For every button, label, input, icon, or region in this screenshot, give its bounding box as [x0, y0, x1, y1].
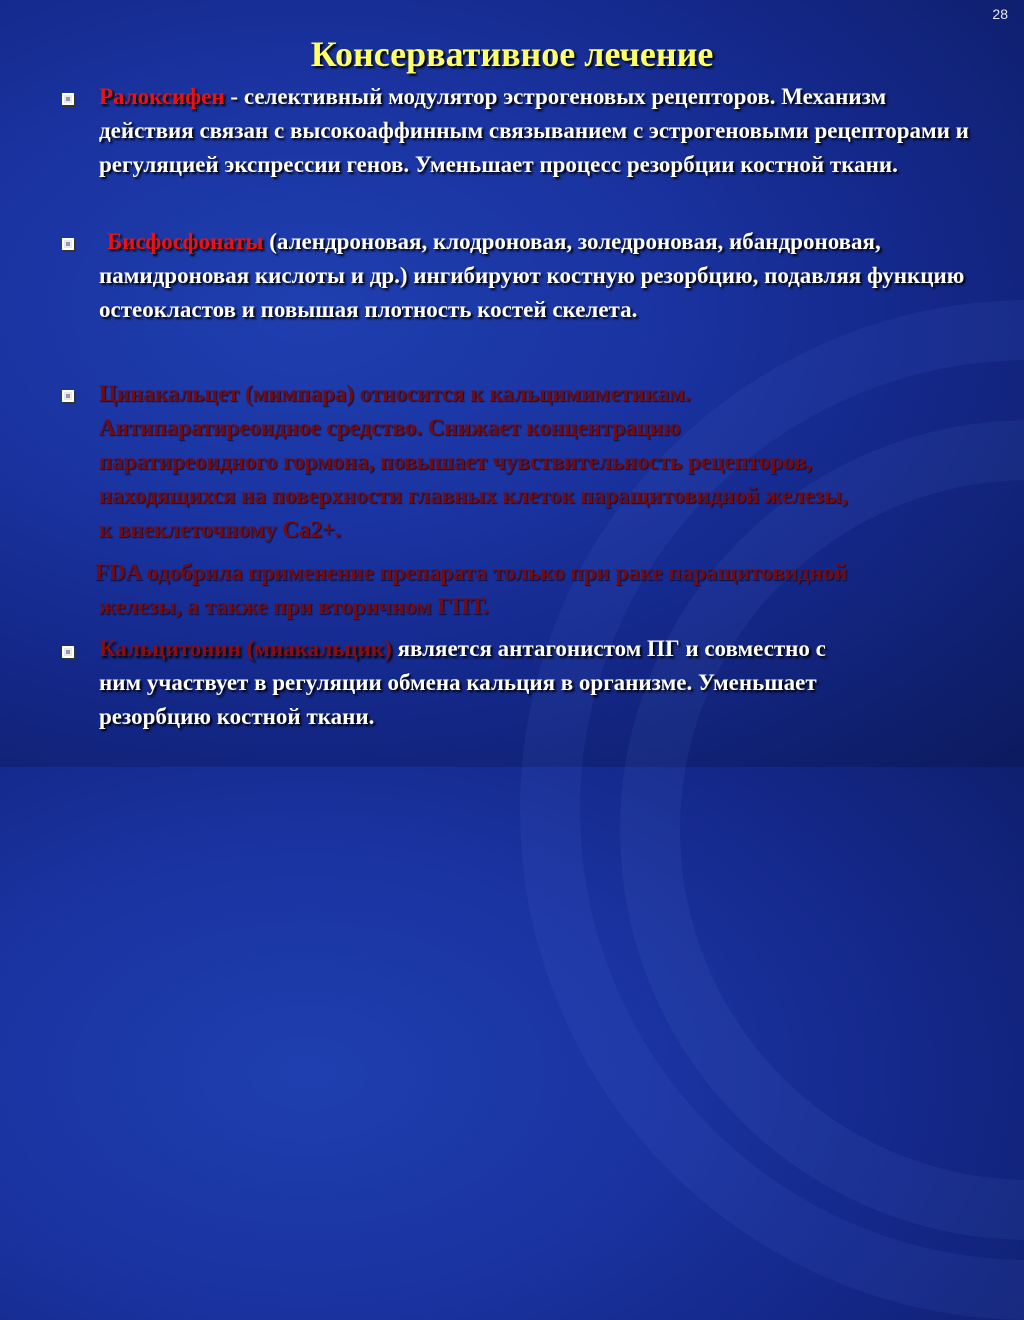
bullet-icon	[62, 238, 74, 250]
item-text: является антагонистом ПГ и совместно с ним участвует в регуляции обмена кальция в организме. Уменьшает резорбцию костной ткани.	[99, 636, 826, 729]
slide-title: Консервативное лечение	[310, 34, 714, 74]
list-item-bisphosphonates	[99, 225, 979, 327]
item-text: - селективный модулятор эстрогеновых рецепторов. Механизм действия связан с высокоаффинным связыванием с эстрогеновыми рецепторами и регуляцией экспрессии генов. Уменьшает процесс резорбции костной ткани.	[99, 84, 969, 177]
drug-name: Кальцитонин (миакальцик)	[99, 636, 392, 661]
list-item-calcitonin	[99, 632, 859, 734]
item-text: Цинакальцет (мимпара) относится к кальцимиметикам. Антипаратиреоидное средство. Снижает концентрацию паратиреоидного гормона, повышает чувствительность рецепторов, находящихся на поверхности главных клеток паращитовидной железы, к внеклеточному Са2+.	[99, 381, 848, 542]
list-item-raloxifene	[99, 80, 979, 182]
drug-name: Ралоксифен	[99, 84, 225, 109]
fda-note	[95, 556, 859, 624]
list-item-cinacalcet	[99, 377, 859, 547]
bullet-icon	[62, 390, 74, 402]
drug-name: Бисфосфонаты	[107, 229, 264, 254]
item-text: (алендроновая, клодроновая, золедроновая, ибандроновая, памидроновая кислоты и др.) ингибируют костную резорбцию, подавляя функцию остеокластов и повышая плотность костей скелета.	[99, 229, 965, 322]
bullet-icon	[62, 646, 74, 658]
item-text: FDA одобрила применение препарата только при раке паращитовидной железы, а также при вторичном ГПТ.	[95, 560, 848, 619]
page-number: 28	[992, 6, 1008, 22]
bullet-icon	[62, 93, 74, 105]
